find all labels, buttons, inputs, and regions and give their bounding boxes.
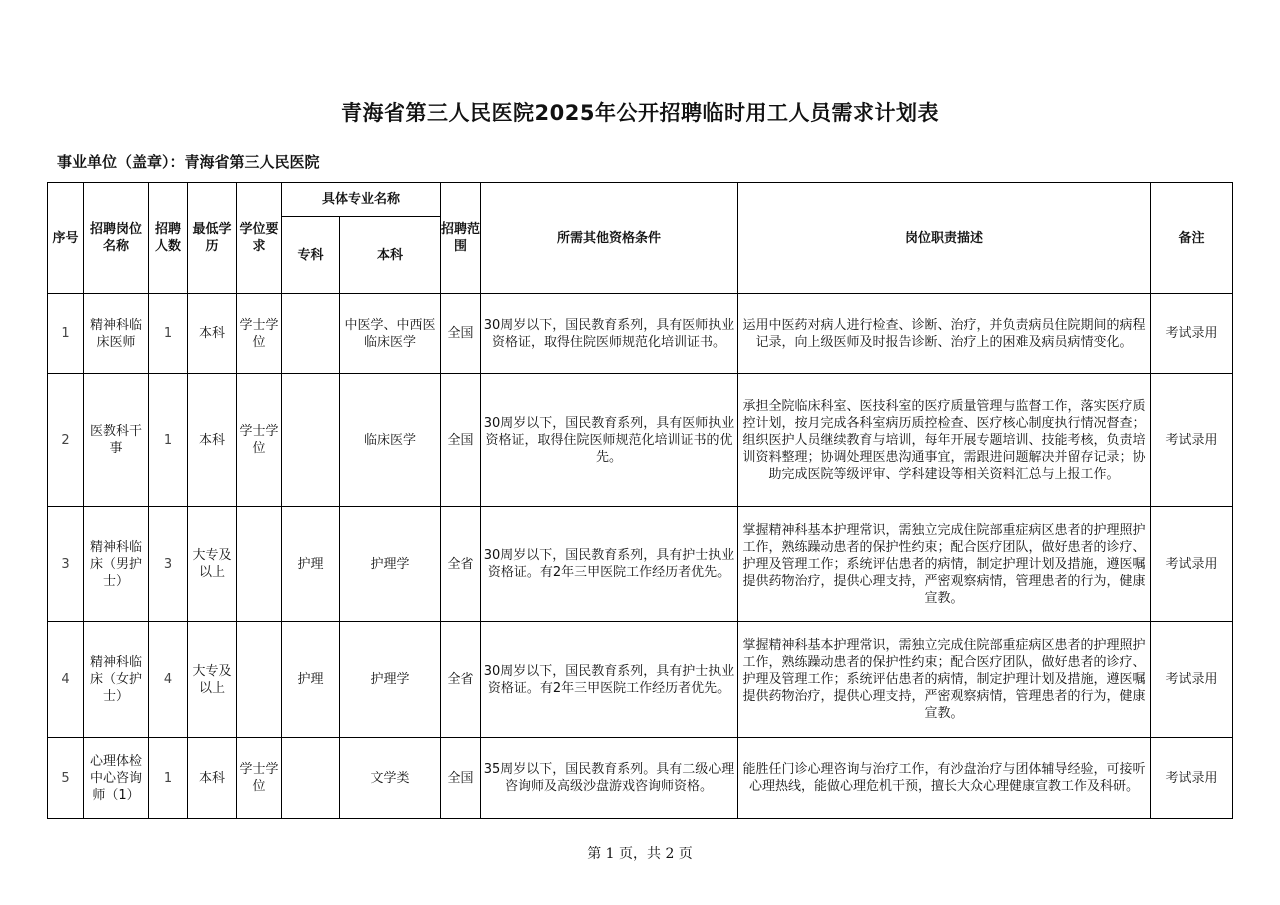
cell-position: 精神科临床医师 [84,294,149,374]
header-seq: 序号 [48,183,84,294]
cell-scope: 全国 [441,294,481,374]
cell-scope: 全国 [441,738,481,819]
header-position: 招聘岗位名称 [84,183,149,294]
cell-count: 1 [149,294,188,374]
cell-junior-college [282,374,340,507]
table-row [48,507,1233,622]
cell-education: 本科 [188,738,237,819]
cell-qualifications: 30周岁以下，国民教育系列，具有医师执业资格证，取得住院医师规范化培训证书。 [481,294,738,374]
cell-undergraduate: 文学类 [340,738,441,819]
cell-education: 本科 [188,294,237,374]
cell-qualifications: 35周岁以下，国民教育系列。具有二级心理咨询师及高级沙盘游戏咨询师资格。 [481,738,738,819]
cell-degree: 学士学位 [237,374,282,507]
cell-scope: 全省 [441,507,481,622]
cell-remarks: 考试录用 [1151,507,1233,622]
cell-education: 本科 [188,374,237,507]
cell-seq: 1 [48,294,84,374]
cell-duties: 掌握精神科基本护理常识，需独立完成住院部重症病区患者的护理照护工作，熟练躁动患者的保护性约束；配合医疗团队，做好患者的诊疗、护理及管理工作；系统评估患者的病情，制定护理计划及措施，遵医嘱提供药物治疗，提供心理支持，严密观察病情，管理患者的行为，健康宣教。 [738,622,1151,738]
table-row [48,738,1233,819]
cell-qualifications: 30周岁以下，国民教育系列，具有护士执业资格证。有2年三甲医院工作经历者优先。 [481,507,738,622]
cell-seq: 5 [48,738,84,819]
cell-degree: 学士学位 [237,738,282,819]
header-degree: 学位要求 [237,183,282,294]
table-row [48,294,1233,374]
cell-degree: 学士学位 [237,294,282,374]
header-qualifications: 所需其他资格条件 [481,183,738,294]
cell-undergraduate: 护理学 [340,507,441,622]
cell-education: 大专及以上 [188,622,237,738]
cell-seq: 2 [48,374,84,507]
cell-scope: 全国 [441,374,481,507]
cell-duties: 能胜任门诊心理咨询与治疗工作，有沙盘治疗与团体辅导经验，可接听心理热线，能做心理危机干预，擅长大众心理健康宣教工作及科研。 [738,738,1151,819]
page-number: 第 1 页，共 2 页 [587,846,693,862]
cell-qualifications: 30周岁以下，国民教育系列，具有护士执业资格证。有2年三甲医院工作经历者优先。 [481,622,738,738]
cell-duties: 掌握精神科基本护理常识，需独立完成住院部重症病区患者的护理照护工作，熟练躁动患者的保护性约束；配合医疗团队，做好患者的诊疗、护理及管理工作；系统评估患者的病情，制定护理计划及措施，遵医嘱提供药物治疗，提供心理支持，严密观察病情，管理患者的行为，健康宣教。 [738,507,1151,622]
header-undergraduate: 本科 [340,217,441,294]
cell-junior-college: 护理 [282,622,340,738]
cell-seq: 4 [48,622,84,738]
cell-scope: 全省 [441,622,481,738]
cell-duties: 运用中医药对病人进行检查、诊断、治疗，并负责病员住院期间的病程记录，向上级医师及时报告诊断、治疗上的困难及病员病情变化。 [738,294,1151,374]
cell-undergraduate: 中医学、中西医临床医学 [340,294,441,374]
table-row [48,374,1233,507]
header-major-group: 具体专业名称 [282,183,441,217]
cell-undergraduate: 临床医学 [340,374,441,507]
cell-education: 大专及以上 [188,507,237,622]
page-title: 青海省第三人民医院2025年公开招聘临时用工人员需求计划表 [341,101,939,125]
cell-position: 医教科干事 [84,374,149,507]
cell-remarks: 考试录用 [1151,622,1233,738]
cell-count: 4 [149,622,188,738]
cell-junior-college [282,738,340,819]
header-scope: 招聘范围 [441,183,481,294]
cell-remarks: 考试录用 [1151,294,1233,374]
cell-degree [237,507,282,622]
cell-junior-college [282,294,340,374]
cell-qualifications: 30周岁以下，国民教育系列，具有医师执业资格证，取得住院医师规范化培训证书的优先。 [481,374,738,507]
employer-unit-label: 事业单位（盖章）：青海省第三人民医院 [57,153,320,171]
cell-undergraduate: 护理学 [340,622,441,738]
cell-remarks: 考试录用 [1151,738,1233,819]
cell-count: 1 [149,374,188,507]
header-education: 最低学历 [188,183,237,294]
header-count: 招聘人数 [149,183,188,294]
table-row [48,622,1233,738]
cell-remarks: 考试录用 [1151,374,1233,507]
header-remarks: 备注 [1151,183,1233,294]
header-junior-college: 专科 [282,217,340,294]
cell-degree [237,622,282,738]
cell-seq: 3 [48,507,84,622]
cell-position: 心理体检中心咨询师（1） [84,738,149,819]
cell-position: 精神科临床（女护士） [84,622,149,738]
recruitment-plan-table [47,182,1233,819]
cell-duties: 承担全院临床科室、医技科室的医疗质量管理与监督工作，落实医疗质控计划，按月完成各科室病历质控检查、医疗核心制度执行情况督查；组织医护人员继续教育与培训，每年开展专题培训、技能考核，负责培训资料整理；协调处理医患沟通事宜，需跟进问题解决并留存记录；协助完成医院等级评审、学科建设等相关资料汇总与上报工作。 [738,374,1151,507]
cell-count: 1 [149,738,188,819]
cell-junior-college: 护理 [282,507,340,622]
cell-count: 3 [149,507,188,622]
cell-position: 精神科临床（男护士） [84,507,149,622]
header-duties: 岗位职责描述 [738,183,1151,294]
